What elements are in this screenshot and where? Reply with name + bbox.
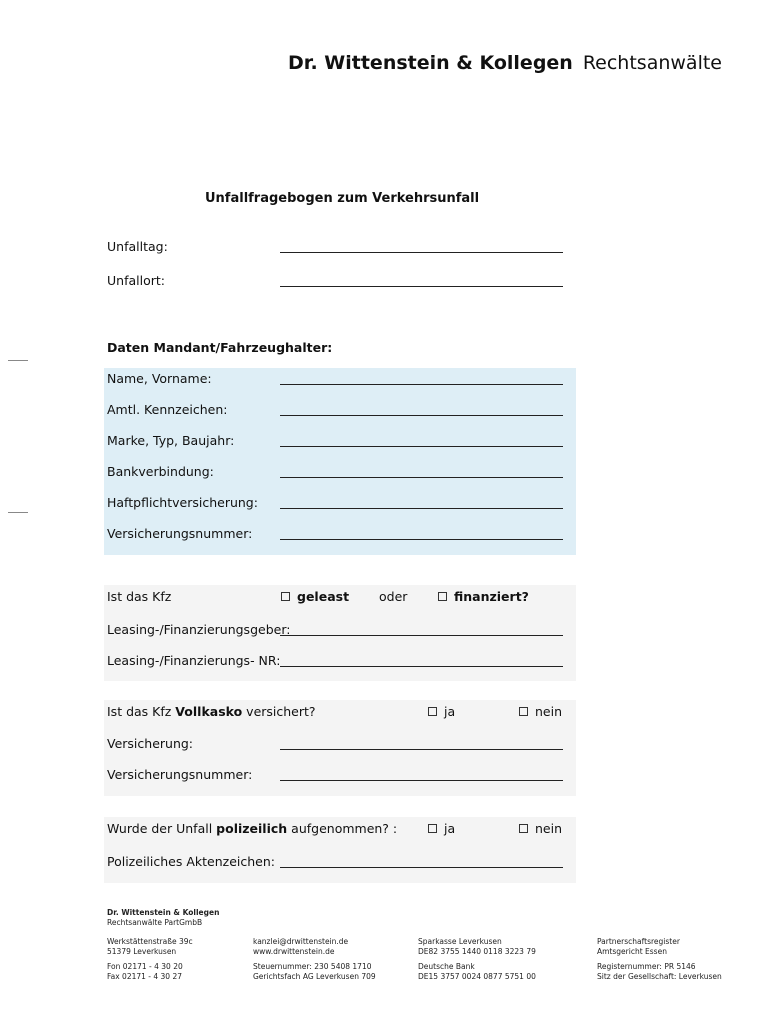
police-no-option[interactable] xyxy=(519,821,562,836)
field-label: Versicherungsnummer: xyxy=(107,526,253,541)
option-label: ja xyxy=(444,704,456,719)
license-plate-input[interactable] xyxy=(280,415,563,416)
letterhead xyxy=(288,52,722,74)
footer-bank: Sparkasse Leverkusen DE82 3755 1440 0118 3223 79 Deutsche Bank DE15 3757 0024 0877 5751 00 xyxy=(418,937,536,981)
field-label: Leasing-/Finanzierungs- NR: xyxy=(107,653,281,668)
leasing-number-input[interactable] xyxy=(280,666,563,667)
liability-insurance-input[interactable] xyxy=(280,508,563,509)
name-input[interactable] xyxy=(280,384,563,385)
client-field-row xyxy=(107,400,563,420)
checkbox-icon[interactable] xyxy=(519,824,528,833)
police-reference-input[interactable] xyxy=(280,867,563,868)
checkbox-icon[interactable] xyxy=(428,824,437,833)
firm-name: Dr. Wittenstein & Kollegen xyxy=(288,52,573,74)
field-label: Unfalltag: xyxy=(107,239,168,254)
field-label: Name, Vorname: xyxy=(107,371,212,386)
footer-firm: Dr. Wittenstein & Kollegen Rechtsanwälte PartGmbB xyxy=(107,908,220,927)
field-label: Amtl. Kennzeichen: xyxy=(107,402,228,417)
footer-contact: kanzlei@drwittenstein.de www.drwittenstein.de Steuernummer: 230 5408 1710 Gerichtsfach AG Leverkusen 709 xyxy=(253,937,376,981)
comprehensive-insurer-input[interactable] xyxy=(280,749,563,750)
option-label: geleast xyxy=(297,589,350,604)
client-field-row xyxy=(107,462,563,482)
leasing-field-row xyxy=(107,620,563,640)
field-label: Unfallort: xyxy=(107,273,165,288)
checkbox-icon[interactable] xyxy=(281,592,290,601)
comprehensive-number-input[interactable] xyxy=(280,780,563,781)
client-section-heading: Daten Mandant/Fahrzeughalter: xyxy=(107,340,333,355)
checkbox-icon[interactable] xyxy=(519,707,528,716)
client-field-row xyxy=(107,524,563,544)
police-question: Wurde der Unfall polizeilich aufgenommen? : xyxy=(107,821,398,836)
option-label: nein xyxy=(535,821,563,836)
footer-website[interactable]: www.drwittenstein.de xyxy=(253,947,335,956)
fold-mark xyxy=(8,512,28,513)
comprehensive-no-option[interactable] xyxy=(519,704,562,719)
accident-place-row xyxy=(107,271,563,291)
option-label: finanziert? xyxy=(454,589,529,604)
field-label: Leasing-/Finanzierungsgeber: xyxy=(107,622,291,637)
comprehensive-yes-option[interactable] xyxy=(428,704,455,719)
checkbox-icon[interactable] xyxy=(428,707,437,716)
field-label: Polizeiliches Aktenzeichen: xyxy=(107,854,275,869)
vehicle-model-input[interactable] xyxy=(280,446,563,447)
checkbox-icon[interactable] xyxy=(438,592,447,601)
option-label: nein xyxy=(535,704,563,719)
accident-place-input[interactable] xyxy=(280,286,563,287)
client-field-row xyxy=(107,493,563,513)
field-label: Versicherung: xyxy=(107,736,194,751)
leasing-question: Ist das Kfz xyxy=(107,589,172,604)
accident-date-row xyxy=(107,237,563,257)
police-field-row xyxy=(107,852,563,872)
police-yes-option[interactable] xyxy=(428,821,455,836)
field-label: Marke, Typ, Baujahr: xyxy=(107,433,235,448)
accident-date-input[interactable] xyxy=(280,252,563,253)
comprehensive-question: Ist das Kfz Vollkasko versichert? xyxy=(107,704,316,719)
document-title: Unfallfragebogen zum Verkehrsunfall xyxy=(205,191,480,206)
field-label: Bankverbindung: xyxy=(107,464,214,479)
field-label: Haftpflichtversicherung: xyxy=(107,495,258,510)
leasing-provider-input[interactable] xyxy=(280,635,563,636)
comprehensive-field-row xyxy=(107,734,563,754)
leasing-field-row xyxy=(107,651,563,671)
insurance-number-input[interactable] xyxy=(280,539,563,540)
footer-email[interactable]: kanzlei@drwittenstein.de xyxy=(253,937,349,946)
footer-register: Partnerschaftsregister Amtsgericht Essen Registernummer: PR 5146 Sitz der Gesellschaft: Leverkusen xyxy=(597,937,722,981)
fold-mark xyxy=(8,360,28,361)
client-field-row xyxy=(107,431,563,451)
field-label: Versicherungsnummer: xyxy=(107,767,253,782)
bank-account-input[interactable] xyxy=(280,477,563,478)
financed-option[interactable] xyxy=(438,589,529,604)
footer-address: Werkstättenstraße 39c 51379 Leverkusen Fon 02171 - 4 30 20 Fax 02171 - 4 30 27 xyxy=(107,937,193,981)
comprehensive-field-row xyxy=(107,765,563,785)
firm-subtitle: Rechtsanwälte xyxy=(582,52,722,74)
leased-option[interactable] xyxy=(281,589,349,604)
or-label: oder xyxy=(379,589,408,604)
client-field-row xyxy=(107,369,563,389)
option-label: ja xyxy=(444,821,456,836)
